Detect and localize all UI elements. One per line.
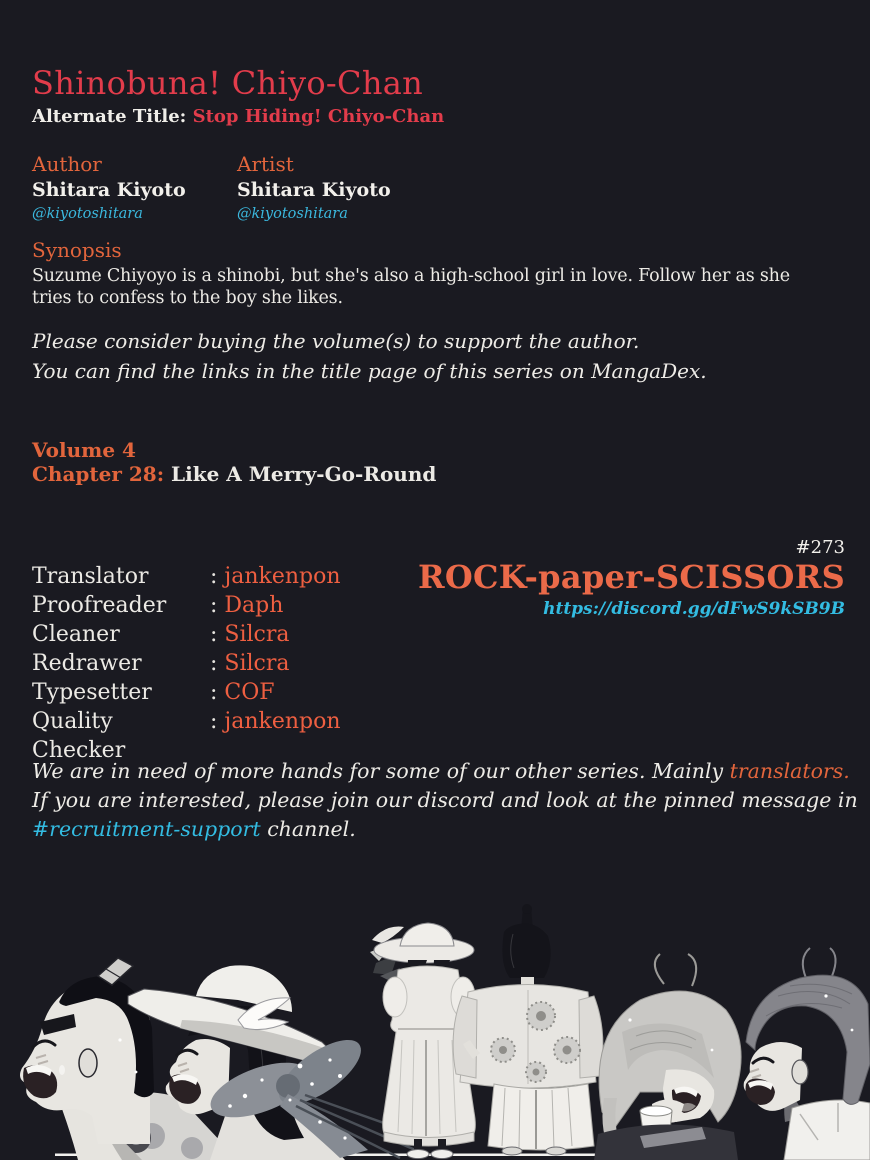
recruitment-line3: #recruitment-support channel. xyxy=(32,817,356,842)
volume-label: Volume 4 xyxy=(32,438,136,462)
credit-role: Translator xyxy=(32,564,149,589)
credit-separator: : xyxy=(210,593,225,618)
scan-group-name: ROCK-paper-SCISSORS xyxy=(417,558,845,596)
recruitment-channel[interactable]: #recruitment-support xyxy=(32,817,261,842)
alternate-title-line xyxy=(32,106,444,127)
synopsis-text: Suzume Chiyoyo is a shinobi, but she's also a high-school girl in love. Follow her as she tries to confess to the boy she likes. xyxy=(32,266,790,309)
translators-highlight: translators. xyxy=(729,759,850,783)
credit-name: jankenpon xyxy=(224,564,341,589)
artist-block xyxy=(237,152,442,222)
discord-invite-link[interactable]: https://discord.gg/dFwS9kSB9B xyxy=(543,599,845,619)
credit-separator: : xyxy=(210,709,225,734)
staff-credits xyxy=(32,562,341,765)
header xyxy=(32,66,444,127)
chapter-label: Chapter 28: xyxy=(32,462,165,487)
support-note xyxy=(32,326,707,386)
credit-role: Quality Checker xyxy=(32,709,126,763)
recruitment-line1: We are in need of more hands for some of our other series. Mainly translators. xyxy=(32,759,850,783)
recruitment-note xyxy=(32,757,858,844)
figure-boy-kimono-back xyxy=(453,904,603,1155)
author-artist-block xyxy=(32,152,442,222)
support-note-line2: You can find the links in the title page of this series on MangaDex. xyxy=(32,359,707,383)
recruitment-line2: If you are interested, please join our discord and look at the pinned message in xyxy=(32,788,858,813)
credit-role: Redrawer xyxy=(32,651,142,676)
credit-row-proofreader xyxy=(32,591,341,620)
page-title: Shinobuna! Chiyo-Chan xyxy=(32,64,424,102)
author-block xyxy=(32,152,237,222)
credit-separator: : xyxy=(210,651,225,676)
credit-row-redrawer xyxy=(32,649,341,678)
credit-name: jankenpon xyxy=(224,709,341,734)
release-number: #273 xyxy=(795,537,845,558)
credit-separator: : xyxy=(210,622,225,647)
scan-group-block xyxy=(418,537,845,619)
artist-name: Shitara Kiyoto xyxy=(237,179,391,201)
synopsis-block xyxy=(32,238,827,310)
credit-name: COF xyxy=(224,680,275,705)
chapter-title: Like A Merry-Go-Round xyxy=(164,462,437,487)
alternate-title-label: Alternate Title: xyxy=(32,106,193,128)
credit-separator: : xyxy=(210,564,225,589)
support-note-line1: Please consider buying the volume(s) to support the author. xyxy=(32,329,640,353)
credit-role: Cleaner xyxy=(32,622,120,647)
chapter-line xyxy=(32,462,436,486)
credit-row-translator xyxy=(32,562,341,591)
release-info xyxy=(32,438,436,487)
credit-separator: : xyxy=(210,680,225,705)
synopsis-label: Synopsis xyxy=(32,238,122,262)
credit-row-typesetter xyxy=(32,678,341,707)
credit-name: Daph xyxy=(224,593,284,618)
credit-role: Typesetter xyxy=(32,680,152,705)
artist-twitter-handle[interactable]: @kiyotoshitara xyxy=(237,206,348,222)
artist-label: Artist xyxy=(237,152,294,176)
author-name: Shitara Kiyoto xyxy=(32,179,186,201)
footer-artwork xyxy=(0,900,870,1160)
credit-role: Proofreader xyxy=(32,593,167,618)
credit-row-cleaner xyxy=(32,620,341,649)
alternate-title-value: Stop Hiding! Chiyo-Chan xyxy=(192,106,445,128)
author-twitter-handle[interactable]: @kiyotoshitara xyxy=(32,206,143,222)
credit-name: Silcra xyxy=(224,651,290,676)
author-label: Author xyxy=(32,152,102,176)
figure-laughing-boy-shirt xyxy=(744,948,870,1160)
credit-name: Silcra xyxy=(224,622,290,647)
figure-laughing-girl-cup xyxy=(594,954,741,1160)
